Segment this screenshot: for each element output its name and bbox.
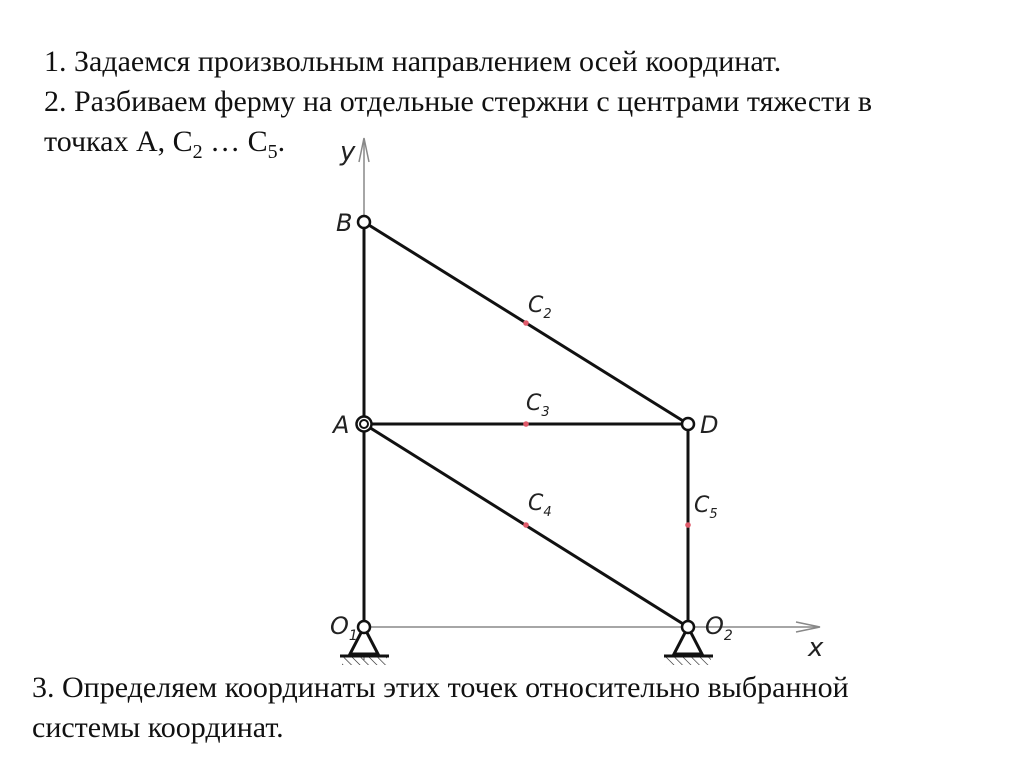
center-mark-c4 <box>523 522 529 528</box>
conclusion-text <box>32 668 992 748</box>
center-mark-c5 <box>685 522 691 528</box>
x-axis <box>364 622 820 632</box>
center-mark-c2 <box>523 320 529 326</box>
joint-d <box>682 418 694 430</box>
center-label-c3: $C_3$ <box>526 391 550 420</box>
center-label-c4: $C_4$ <box>528 491 552 520</box>
step-2-sub-2: 5 <box>267 141 278 163</box>
node-label-d: D <box>700 411 719 439</box>
step-2: 2. Разбиваем ферму на отдельные стержни с центрами тяжести в <box>44 85 872 118</box>
step-2-mid: … С <box>202 125 268 158</box>
node-label-o2: $O_2$ <box>705 612 733 644</box>
step-2-cont-text: точках А, С <box>44 125 193 158</box>
step-3-line-2: системы координат. <box>32 711 284 744</box>
joint-a-inner <box>360 420 368 428</box>
step-2-end: . <box>277 125 286 158</box>
step-2-sub-1: 2 <box>192 141 203 163</box>
joint-b <box>358 216 370 228</box>
center-mark-c3 <box>523 421 529 427</box>
node-label-o1: $O_1$ <box>330 612 358 644</box>
node-label-a: A <box>333 411 350 439</box>
step-3-line-1: 3. Определяем координаты этих точек относительно выбранной <box>32 671 849 704</box>
y-axis-label: y <box>340 137 356 167</box>
center-label-c5: $C_5$ <box>694 493 718 522</box>
center-label-c2: $C_2$ <box>528 293 552 322</box>
step-1: 1. Задаемся произвольным направлением осей координат. <box>44 45 782 78</box>
node-label-b: B <box>336 209 353 237</box>
x-axis-label: x <box>808 633 824 663</box>
